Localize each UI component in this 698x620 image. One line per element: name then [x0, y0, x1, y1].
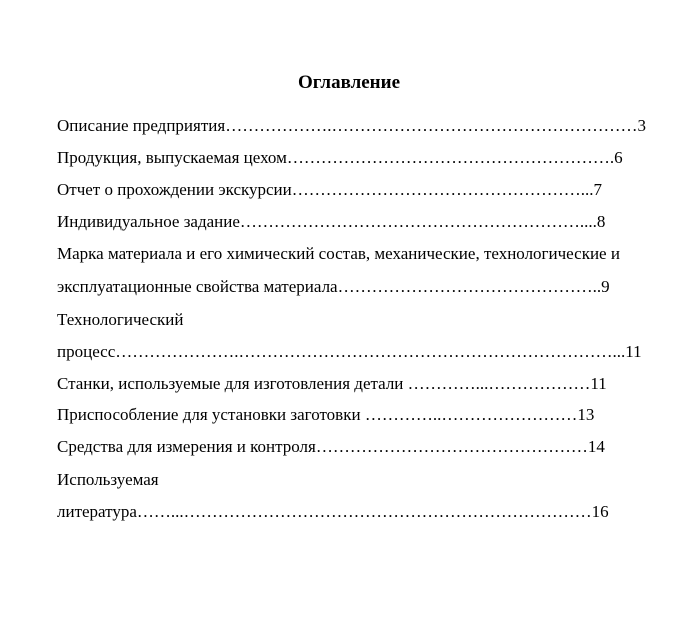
- toc-entry-measurement-tools: Средства для измерения и контроля…………………………………………14: [57, 437, 605, 456]
- toc-entry-fixture: Приспособление для установки заготовки …………..……………………13: [57, 405, 595, 424]
- toc-entry-literature-line2: литература……...………………………………………………………………16: [57, 502, 609, 521]
- toc-entry-products: Продукция, выпускаемая цехом………………………………………………….6: [57, 148, 623, 167]
- toc-entry-company-description: Описание предприятия……………….………………………………………………3: [57, 116, 646, 135]
- toc-entry-individual-task: Индивидуальное задание……………………………………………………....8: [57, 212, 606, 231]
- toc-entry-excursion-report: Отчет о прохождении экскурсии……………………………………………...7: [57, 180, 603, 199]
- toc-title: Оглавление: [297, 72, 401, 93]
- toc-entry-tech-process-line2: процесс………………….…………………………………………………………...11: [57, 342, 642, 361]
- toc-entry-material-grade-line1: Марка материала и его химический состав, механические, технологические и: [57, 244, 620, 263]
- toc-entry-literature-line1: Используемая: [57, 470, 159, 489]
- toc-entry-machines: Станки, используемые для изготовления детали …………...………………11: [57, 374, 607, 393]
- toc-entry-material-grade-line2: эксплуатационные свойства материала………………………………………..9: [57, 277, 610, 296]
- toc-entry-tech-process-line1: Технологический: [57, 310, 184, 329]
